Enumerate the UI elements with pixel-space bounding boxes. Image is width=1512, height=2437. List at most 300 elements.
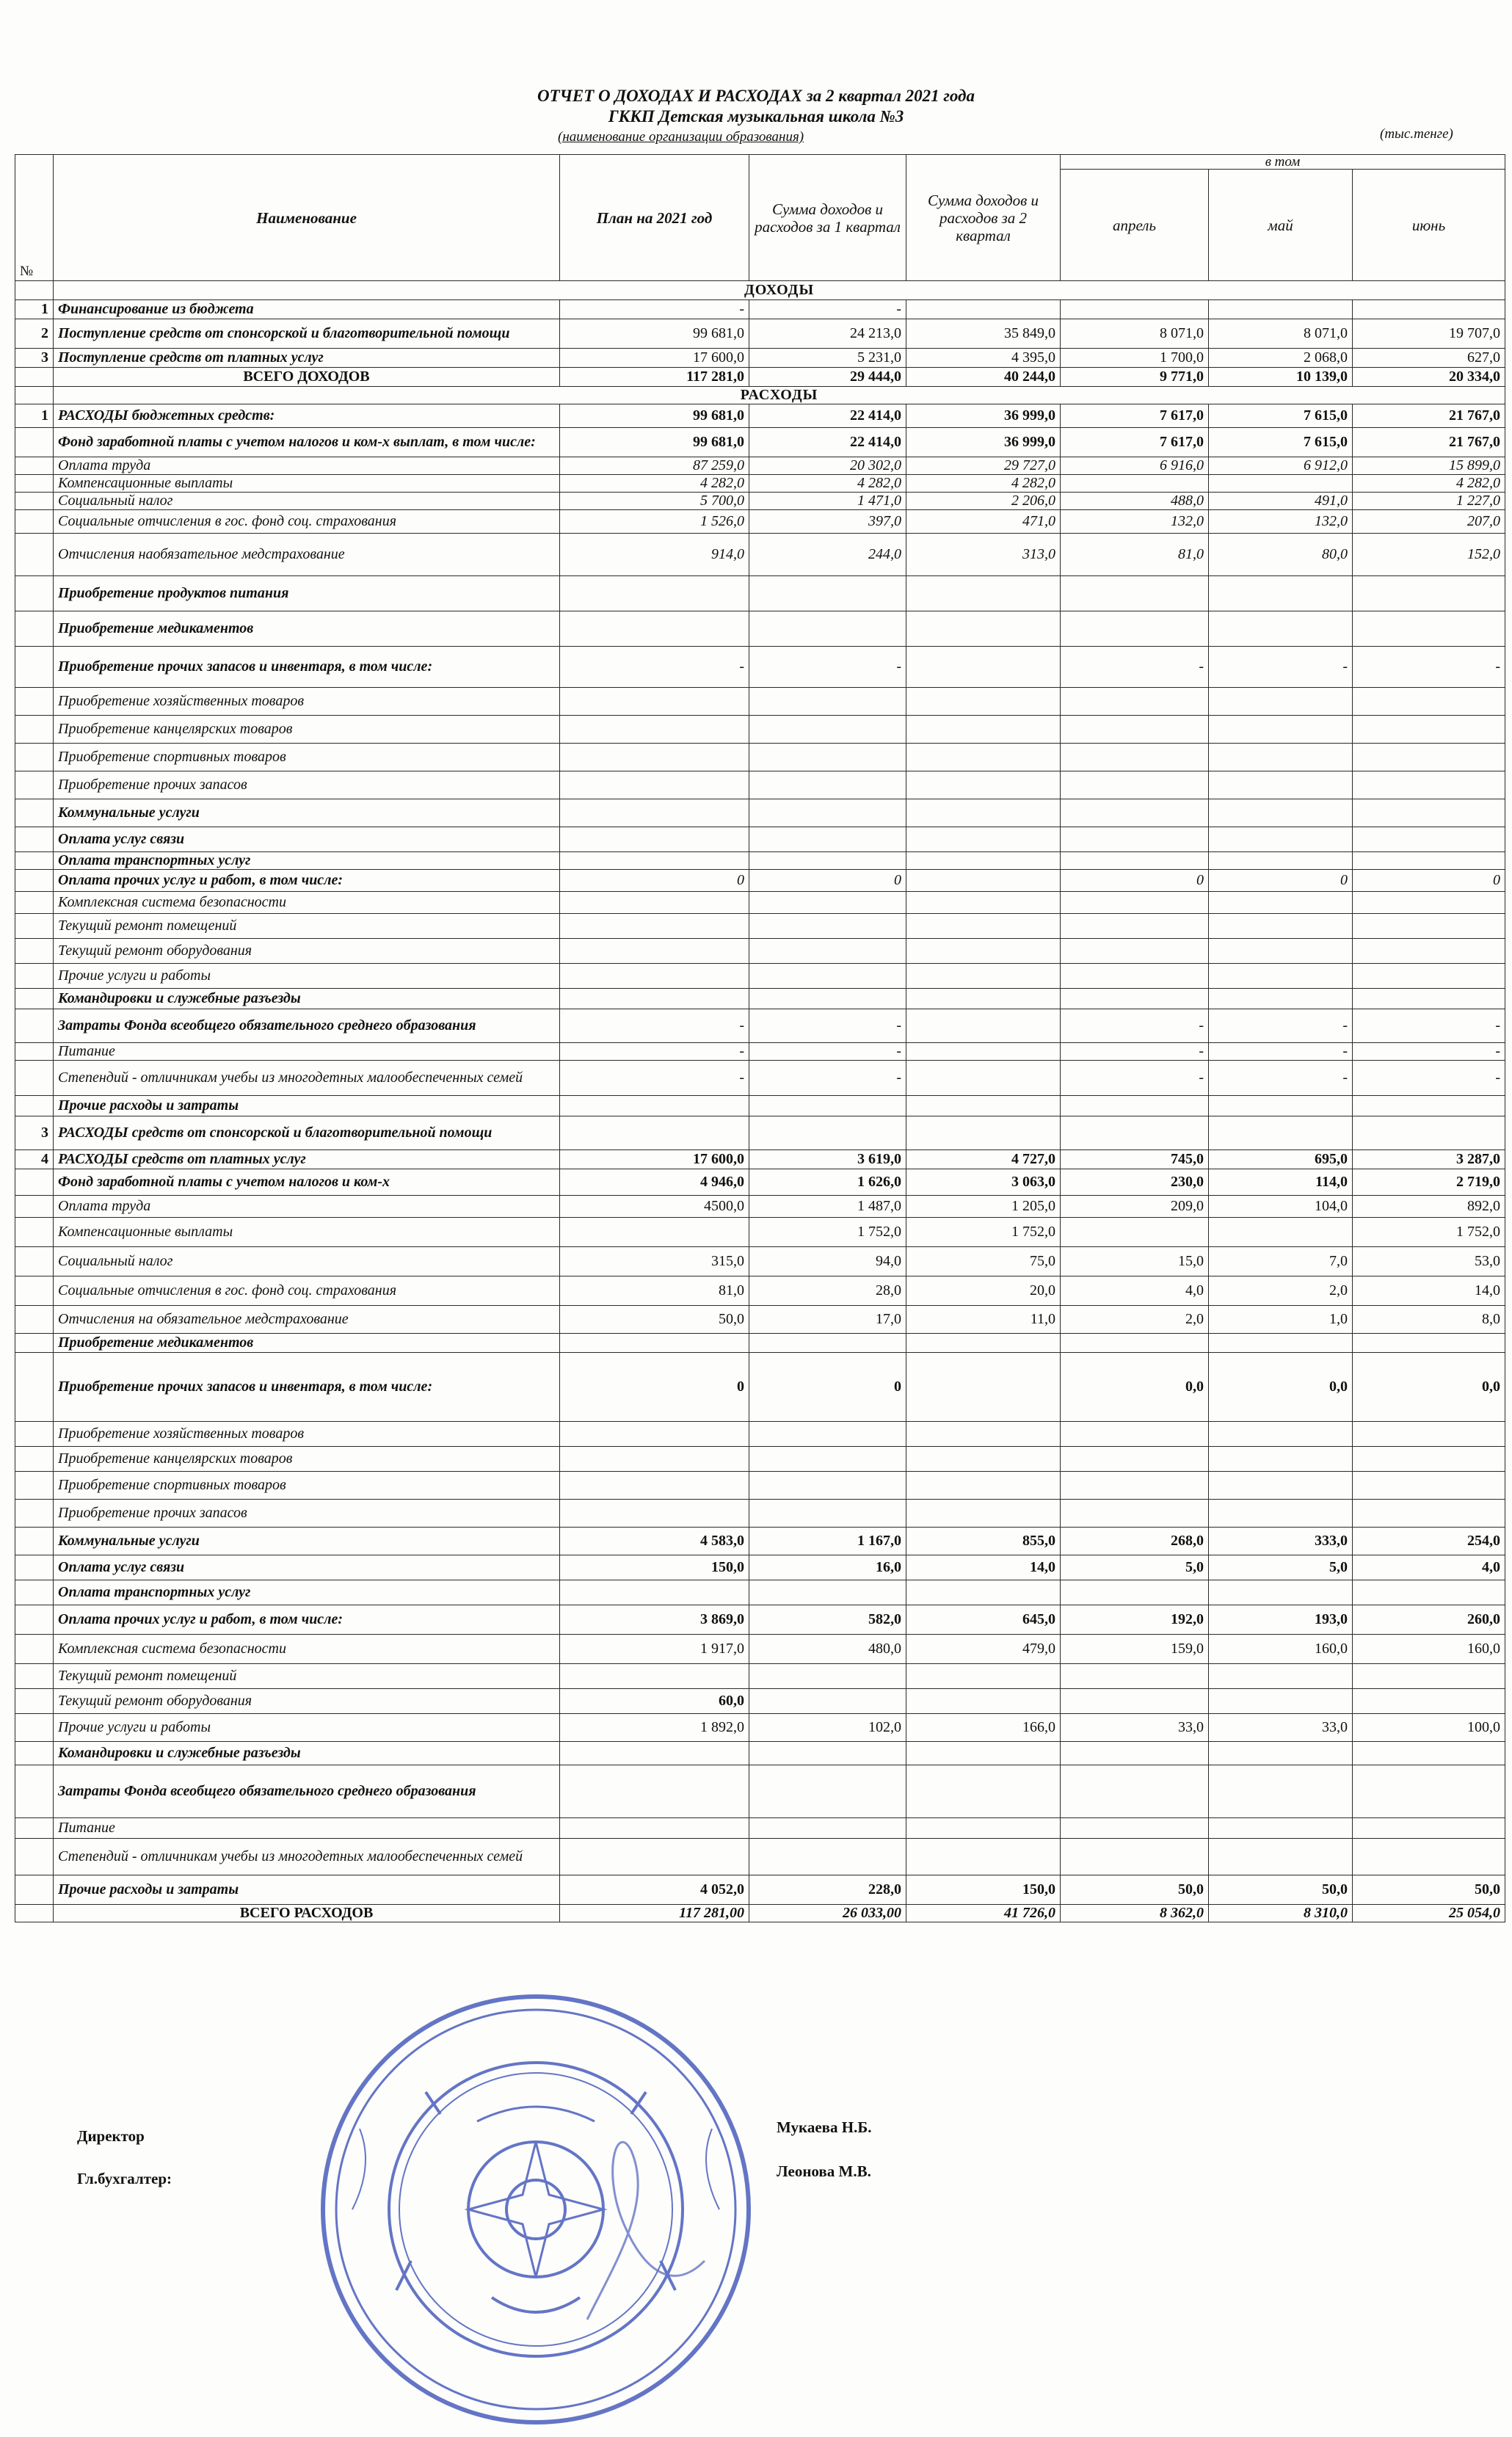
value-cell: 4 052,0 xyxy=(560,1875,749,1905)
value-cell xyxy=(1209,744,1353,771)
table-row xyxy=(15,1742,1505,1765)
value-cell xyxy=(1353,852,1505,870)
value-cell xyxy=(560,1447,749,1472)
row-label: Приобретение спортивных товаров xyxy=(54,744,560,771)
value-cell: 2 206,0 xyxy=(906,493,1061,510)
value-cell xyxy=(1353,1689,1505,1714)
value-cell: 1 752,0 xyxy=(749,1218,906,1247)
value-cell: 8 071,0 xyxy=(1209,319,1353,349)
value-cell: 207,0 xyxy=(1353,510,1505,534)
value-cell: 8 071,0 xyxy=(1061,319,1209,349)
value-cell: - xyxy=(560,1043,749,1061)
value-cell xyxy=(906,1096,1061,1116)
row-label: Оплата прочих услуг и работ, в том числе: xyxy=(54,1605,560,1635)
table-row xyxy=(15,1765,1505,1818)
value-cell: 132,0 xyxy=(1209,510,1353,534)
value-cell: 3 063,0 xyxy=(906,1169,1061,1196)
value-cell xyxy=(1353,1765,1505,1818)
value-cell xyxy=(1061,1334,1209,1353)
row-number xyxy=(15,1528,54,1555)
value-cell: 60,0 xyxy=(560,1689,749,1714)
value-cell: 254,0 xyxy=(1353,1528,1505,1555)
col-header-plan: План на 2021 год xyxy=(560,155,749,281)
value-cell xyxy=(749,1500,906,1528)
value-cell xyxy=(1353,1664,1505,1689)
table-row xyxy=(15,611,1505,647)
row-label: Приобретение канцелярских товаров xyxy=(54,1447,560,1472)
row-number xyxy=(15,1061,54,1096)
value-cell: - xyxy=(749,1061,906,1096)
table-row xyxy=(15,1839,1505,1875)
row-label: Затраты Фонда всеобщего обязательного среднего образования xyxy=(54,1765,560,1818)
row-number xyxy=(15,1714,54,1742)
value-cell xyxy=(749,688,906,716)
value-cell: 491,0 xyxy=(1209,493,1353,510)
row-number xyxy=(15,1500,54,1528)
row-label: Отчисления на обязательное медстрахование xyxy=(54,1306,560,1334)
row-number xyxy=(15,611,54,647)
row-label: Компенсационные выплаты xyxy=(54,475,560,493)
value-cell: 479,0 xyxy=(906,1635,1061,1664)
value-cell xyxy=(749,1334,906,1353)
value-cell xyxy=(749,964,906,989)
value-cell xyxy=(1353,914,1505,939)
value-cell xyxy=(749,1818,906,1839)
value-cell xyxy=(749,1580,906,1605)
value-cell: 7 617,0 xyxy=(1061,428,1209,457)
value-cell xyxy=(1209,1334,1353,1353)
table-row xyxy=(15,1043,1505,1061)
value-cell: 244,0 xyxy=(749,534,906,576)
row-number: 1 xyxy=(15,300,54,319)
value-cell xyxy=(1353,892,1505,914)
value-cell: 0,0 xyxy=(1061,1353,1209,1422)
row-label: Поступление средств от платных услуг xyxy=(54,349,560,368)
row-label: Оплата прочих услуг и работ, в том числе: xyxy=(54,870,560,892)
row-label: РАСХОДЫ средств от платных услуг xyxy=(54,1150,560,1169)
row-label: Приобретение прочих запасов xyxy=(54,1500,560,1528)
value-cell: 41 726,0 xyxy=(906,1905,1061,1922)
director-name: Мукаева Н.Б. xyxy=(777,2118,872,2136)
table-row xyxy=(15,1664,1505,1689)
value-cell xyxy=(1353,799,1505,827)
value-cell: 5 231,0 xyxy=(749,349,906,368)
row-label: Текущий ремонт оборудования xyxy=(54,1689,560,1714)
value-cell xyxy=(1209,989,1353,1009)
value-cell: 1 487,0 xyxy=(749,1196,906,1218)
value-cell xyxy=(560,989,749,1009)
value-cell: 114,0 xyxy=(1209,1169,1353,1196)
row-number xyxy=(15,688,54,716)
row-number xyxy=(15,1905,54,1922)
value-cell xyxy=(1209,892,1353,914)
value-cell: 33,0 xyxy=(1061,1714,1209,1742)
table-row xyxy=(15,1353,1505,1422)
table-row xyxy=(15,1714,1505,1742)
value-cell xyxy=(560,1818,749,1839)
value-cell: 152,0 xyxy=(1353,534,1505,576)
value-cell xyxy=(906,870,1061,892)
value-cell xyxy=(1209,1689,1353,1714)
row-label: Питание xyxy=(54,1818,560,1839)
value-cell: 29 444,0 xyxy=(749,368,906,387)
value-cell: 53,0 xyxy=(1353,1247,1505,1276)
value-cell xyxy=(1209,1765,1353,1818)
value-cell: - xyxy=(560,1061,749,1096)
value-cell: 150,0 xyxy=(560,1555,749,1580)
value-cell xyxy=(560,799,749,827)
value-cell xyxy=(560,771,749,799)
value-cell xyxy=(906,1580,1061,1605)
table-row xyxy=(15,1009,1505,1043)
organization-caption: (наименование организации образования) xyxy=(558,129,804,145)
row-number xyxy=(15,870,54,892)
value-cell: 7 615,0 xyxy=(1209,404,1353,428)
value-cell xyxy=(1209,939,1353,964)
report-rows xyxy=(15,281,1505,1922)
value-cell: 102,0 xyxy=(749,1714,906,1742)
value-cell xyxy=(906,300,1061,319)
value-cell: 2,0 xyxy=(1209,1276,1353,1306)
value-cell xyxy=(1209,1580,1353,1605)
table-row xyxy=(15,1096,1505,1116)
value-cell xyxy=(749,1422,906,1447)
value-cell xyxy=(1061,300,1209,319)
value-cell: 1 752,0 xyxy=(1353,1218,1505,1247)
value-cell: 5,0 xyxy=(1209,1555,1353,1580)
value-cell: 193,0 xyxy=(1209,1605,1353,1635)
row-number: 3 xyxy=(15,1116,54,1150)
row-number xyxy=(15,1169,54,1196)
value-cell xyxy=(749,914,906,939)
value-cell xyxy=(749,611,906,647)
value-cell: - xyxy=(1353,647,1505,688)
row-label: Комплексная система безопасности xyxy=(54,1635,560,1664)
value-cell: 24 213,0 xyxy=(749,319,906,349)
value-cell xyxy=(560,1765,749,1818)
value-cell xyxy=(749,892,906,914)
row-label: Прочие услуги и работы xyxy=(54,1714,560,1742)
value-cell: 21 767,0 xyxy=(1353,428,1505,457)
value-cell xyxy=(560,1096,749,1116)
value-cell: 2,0 xyxy=(1061,1306,1209,1334)
value-cell: 1 626,0 xyxy=(749,1169,906,1196)
value-cell: 100,0 xyxy=(1353,1714,1505,1742)
value-cell xyxy=(560,1580,749,1605)
value-cell xyxy=(1209,576,1353,611)
col-header-q1: Сумма доходов и расходов за 1 квартал xyxy=(749,155,906,281)
table-row xyxy=(15,892,1505,914)
row-number xyxy=(15,989,54,1009)
value-cell: 471,0 xyxy=(906,510,1061,534)
units-label: (тыс.тенге) xyxy=(1380,126,1453,142)
value-cell: 21 767,0 xyxy=(1353,404,1505,428)
table-row xyxy=(15,1334,1505,1353)
value-cell xyxy=(1061,744,1209,771)
value-cell xyxy=(906,1353,1061,1422)
value-cell xyxy=(1061,1580,1209,1605)
table-row xyxy=(15,939,1505,964)
table-row xyxy=(15,1196,1505,1218)
value-cell: 0 xyxy=(1061,870,1209,892)
value-cell xyxy=(906,1447,1061,1472)
value-cell xyxy=(1353,964,1505,989)
table-row xyxy=(15,1818,1505,1839)
value-cell xyxy=(560,914,749,939)
value-cell xyxy=(1209,300,1353,319)
row-number xyxy=(15,1875,54,1905)
row-label: РАСХОДЫ средств от спонсорской и благотворительной помощи xyxy=(54,1116,560,1150)
value-cell xyxy=(1209,771,1353,799)
value-cell xyxy=(1353,1096,1505,1116)
value-cell xyxy=(906,827,1061,852)
table-row xyxy=(15,647,1505,688)
row-number-cell xyxy=(15,281,54,300)
value-cell xyxy=(1209,914,1353,939)
value-cell xyxy=(1209,611,1353,647)
row-label: Социальный налог xyxy=(54,493,560,510)
value-cell: 3 619,0 xyxy=(749,1150,906,1169)
value-cell xyxy=(1061,827,1209,852)
row-number xyxy=(15,647,54,688)
value-cell: 26 033,00 xyxy=(749,1905,906,1922)
value-cell xyxy=(749,1096,906,1116)
value-cell xyxy=(906,799,1061,827)
value-cell: 5 700,0 xyxy=(560,493,749,510)
value-cell: 745,0 xyxy=(1061,1150,1209,1169)
value-cell: 117 281,0 xyxy=(560,368,749,387)
row-label: Компенсационные выплаты xyxy=(54,1218,560,1247)
value-cell xyxy=(1061,475,1209,493)
value-cell xyxy=(1209,475,1353,493)
value-cell xyxy=(1061,989,1209,1009)
row-label: Степендий - отличникам учебы из многодетных малообеспеченных семей xyxy=(54,1839,560,1875)
value-cell: 8,0 xyxy=(1353,1306,1505,1334)
value-cell: 9 771,0 xyxy=(1061,368,1209,387)
value-cell xyxy=(749,576,906,611)
table-row xyxy=(15,771,1505,799)
value-cell xyxy=(1353,1742,1505,1765)
value-cell xyxy=(1061,576,1209,611)
row-label: Коммунальные услуги xyxy=(54,1528,560,1555)
value-cell xyxy=(1353,1472,1505,1500)
value-cell xyxy=(1061,1839,1209,1875)
value-cell: 81,0 xyxy=(560,1276,749,1306)
row-label: Прочие расходы и затраты xyxy=(54,1875,560,1905)
value-cell xyxy=(1353,1116,1505,1150)
official-stamp-icon xyxy=(308,1982,763,2437)
value-cell: 2 068,0 xyxy=(1209,349,1353,368)
col-header-q2: Сумма доходов и расходов за 2 квартал xyxy=(906,155,1061,281)
value-cell xyxy=(1353,1839,1505,1875)
table-row xyxy=(15,510,1505,534)
row-label: Степендий - отличникам учебы из многодетных малообеспеченных семей xyxy=(54,1061,560,1096)
row-label: ВСЕГО ДОХОДОВ xyxy=(54,368,560,387)
value-cell: 4 282,0 xyxy=(749,475,906,493)
value-cell: 36 999,0 xyxy=(906,404,1061,428)
value-cell: - xyxy=(749,1009,906,1043)
table-row xyxy=(15,1472,1505,1500)
value-cell: 4 282,0 xyxy=(1353,475,1505,493)
table-row xyxy=(15,1555,1505,1580)
value-cell: 160,0 xyxy=(1353,1635,1505,1664)
row-number xyxy=(15,852,54,870)
row-label: Текущий ремонт помещений xyxy=(54,1664,560,1689)
value-cell: 36 999,0 xyxy=(906,428,1061,457)
value-cell xyxy=(1209,827,1353,852)
value-cell: 11,0 xyxy=(906,1306,1061,1334)
row-number xyxy=(15,1689,54,1714)
value-cell xyxy=(749,939,906,964)
value-cell: 268,0 xyxy=(1061,1528,1209,1555)
value-cell xyxy=(1061,1500,1209,1528)
row-label: Комплексная система безопасности xyxy=(54,892,560,914)
value-cell: 1 167,0 xyxy=(749,1528,906,1555)
report-title: ОТЧЕТ О ДОХОДАХ И РАСХОДАХ за 2 квартал 2021 года xyxy=(537,87,975,105)
value-cell xyxy=(906,1664,1061,1689)
row-label: Приобретение хозяйственных товаров xyxy=(54,688,560,716)
value-cell: - xyxy=(749,300,906,319)
value-cell xyxy=(1209,1447,1353,1472)
value-cell: 0 xyxy=(1209,870,1353,892)
value-cell: - xyxy=(1209,1061,1353,1096)
table-row xyxy=(15,1276,1505,1306)
value-cell: 192,0 xyxy=(1061,1605,1209,1635)
report-table xyxy=(15,154,1505,1922)
value-cell xyxy=(906,1334,1061,1353)
row-label: РАСХОДЫ бюджетных средств: xyxy=(54,404,560,428)
value-cell xyxy=(560,1664,749,1689)
value-cell: - xyxy=(1353,1009,1505,1043)
value-cell xyxy=(906,1818,1061,1839)
value-cell xyxy=(1061,611,1209,647)
row-number xyxy=(15,1196,54,1218)
value-cell xyxy=(1061,799,1209,827)
row-number xyxy=(15,1818,54,1839)
value-cell xyxy=(1209,1742,1353,1765)
row-label: Оплата услуг связи xyxy=(54,1555,560,1580)
value-cell xyxy=(906,771,1061,799)
value-cell: 0 xyxy=(749,870,906,892)
row-label: Питание xyxy=(54,1043,560,1061)
value-cell: - xyxy=(560,300,749,319)
table-row xyxy=(15,827,1505,852)
value-cell xyxy=(1353,744,1505,771)
value-cell xyxy=(906,688,1061,716)
value-cell xyxy=(1061,1422,1209,1447)
value-cell xyxy=(749,852,906,870)
value-cell: 99 681,0 xyxy=(560,428,749,457)
value-cell: - xyxy=(1209,1009,1353,1043)
row-number xyxy=(15,475,54,493)
row-number xyxy=(15,576,54,611)
section-row xyxy=(15,281,1505,300)
value-cell: - xyxy=(1209,647,1353,688)
value-cell xyxy=(1061,852,1209,870)
value-cell: 35 849,0 xyxy=(906,319,1061,349)
value-cell xyxy=(560,611,749,647)
value-cell: 3 287,0 xyxy=(1353,1150,1505,1169)
value-cell xyxy=(906,716,1061,744)
value-cell xyxy=(1061,914,1209,939)
value-cell xyxy=(1353,1447,1505,1472)
row-number xyxy=(15,914,54,939)
table-row xyxy=(15,1580,1505,1605)
value-cell xyxy=(749,1742,906,1765)
row-label: Фонд заработной платы с учетом налогов и ком-х xyxy=(54,1169,560,1196)
value-cell: 33,0 xyxy=(1209,1714,1353,1742)
value-cell xyxy=(1061,688,1209,716)
row-label: Фонд заработной платы с учетом налогов и ком-х выплат, в том числе: xyxy=(54,428,560,457)
value-cell xyxy=(906,1500,1061,1528)
value-cell: 0 xyxy=(560,1353,749,1422)
value-cell xyxy=(906,1422,1061,1447)
table-row xyxy=(15,428,1505,457)
value-cell xyxy=(1061,1116,1209,1150)
table-row xyxy=(15,319,1505,349)
value-cell: 230,0 xyxy=(1061,1169,1209,1196)
value-cell: 7 617,0 xyxy=(1061,404,1209,428)
value-cell xyxy=(906,1116,1061,1150)
value-cell xyxy=(906,744,1061,771)
row-number xyxy=(15,1472,54,1500)
accountant-label: Гл.бухгалтер: xyxy=(77,2170,172,2187)
table-row xyxy=(15,799,1505,827)
value-cell xyxy=(1353,1422,1505,1447)
value-cell xyxy=(749,1116,906,1150)
value-cell xyxy=(560,852,749,870)
value-cell: 1 892,0 xyxy=(560,1714,749,1742)
table-row xyxy=(15,1422,1505,1447)
row-label: Приобретение хозяйственных товаров xyxy=(54,1422,560,1447)
row-number xyxy=(15,1009,54,1043)
value-cell xyxy=(749,1472,906,1500)
value-cell: 81,0 xyxy=(1061,534,1209,576)
value-cell xyxy=(1061,892,1209,914)
table-row xyxy=(15,404,1505,428)
col-header-no: № xyxy=(15,155,54,281)
value-cell: 2 719,0 xyxy=(1353,1169,1505,1196)
value-cell xyxy=(1353,1334,1505,1353)
value-cell: 4,0 xyxy=(1061,1276,1209,1306)
value-cell: 22 414,0 xyxy=(749,428,906,457)
value-cell: 645,0 xyxy=(906,1605,1061,1635)
row-number xyxy=(15,771,54,799)
col-header-may: май xyxy=(1209,170,1353,281)
col-header-jun: июнь xyxy=(1353,170,1505,281)
row-number xyxy=(15,457,54,475)
value-cell: 1 205,0 xyxy=(906,1196,1061,1218)
value-cell: 1 227,0 xyxy=(1353,493,1505,510)
section-row xyxy=(15,387,1505,404)
value-cell: 914,0 xyxy=(560,534,749,576)
value-cell: 20,0 xyxy=(906,1276,1061,1306)
value-cell: 159,0 xyxy=(1061,1635,1209,1664)
value-cell: 4 395,0 xyxy=(906,349,1061,368)
row-label: Оплата услуг связи xyxy=(54,827,560,852)
row-number xyxy=(15,799,54,827)
value-cell xyxy=(560,1472,749,1500)
value-cell: 7,0 xyxy=(1209,1247,1353,1276)
value-cell: 313,0 xyxy=(906,534,1061,576)
row-number xyxy=(15,1306,54,1334)
value-cell: 50,0 xyxy=(1209,1875,1353,1905)
value-cell xyxy=(1061,1447,1209,1472)
value-cell: 132,0 xyxy=(1061,510,1209,534)
value-cell: 10 139,0 xyxy=(1209,368,1353,387)
value-cell xyxy=(1061,771,1209,799)
value-cell: 0 xyxy=(749,1353,906,1422)
